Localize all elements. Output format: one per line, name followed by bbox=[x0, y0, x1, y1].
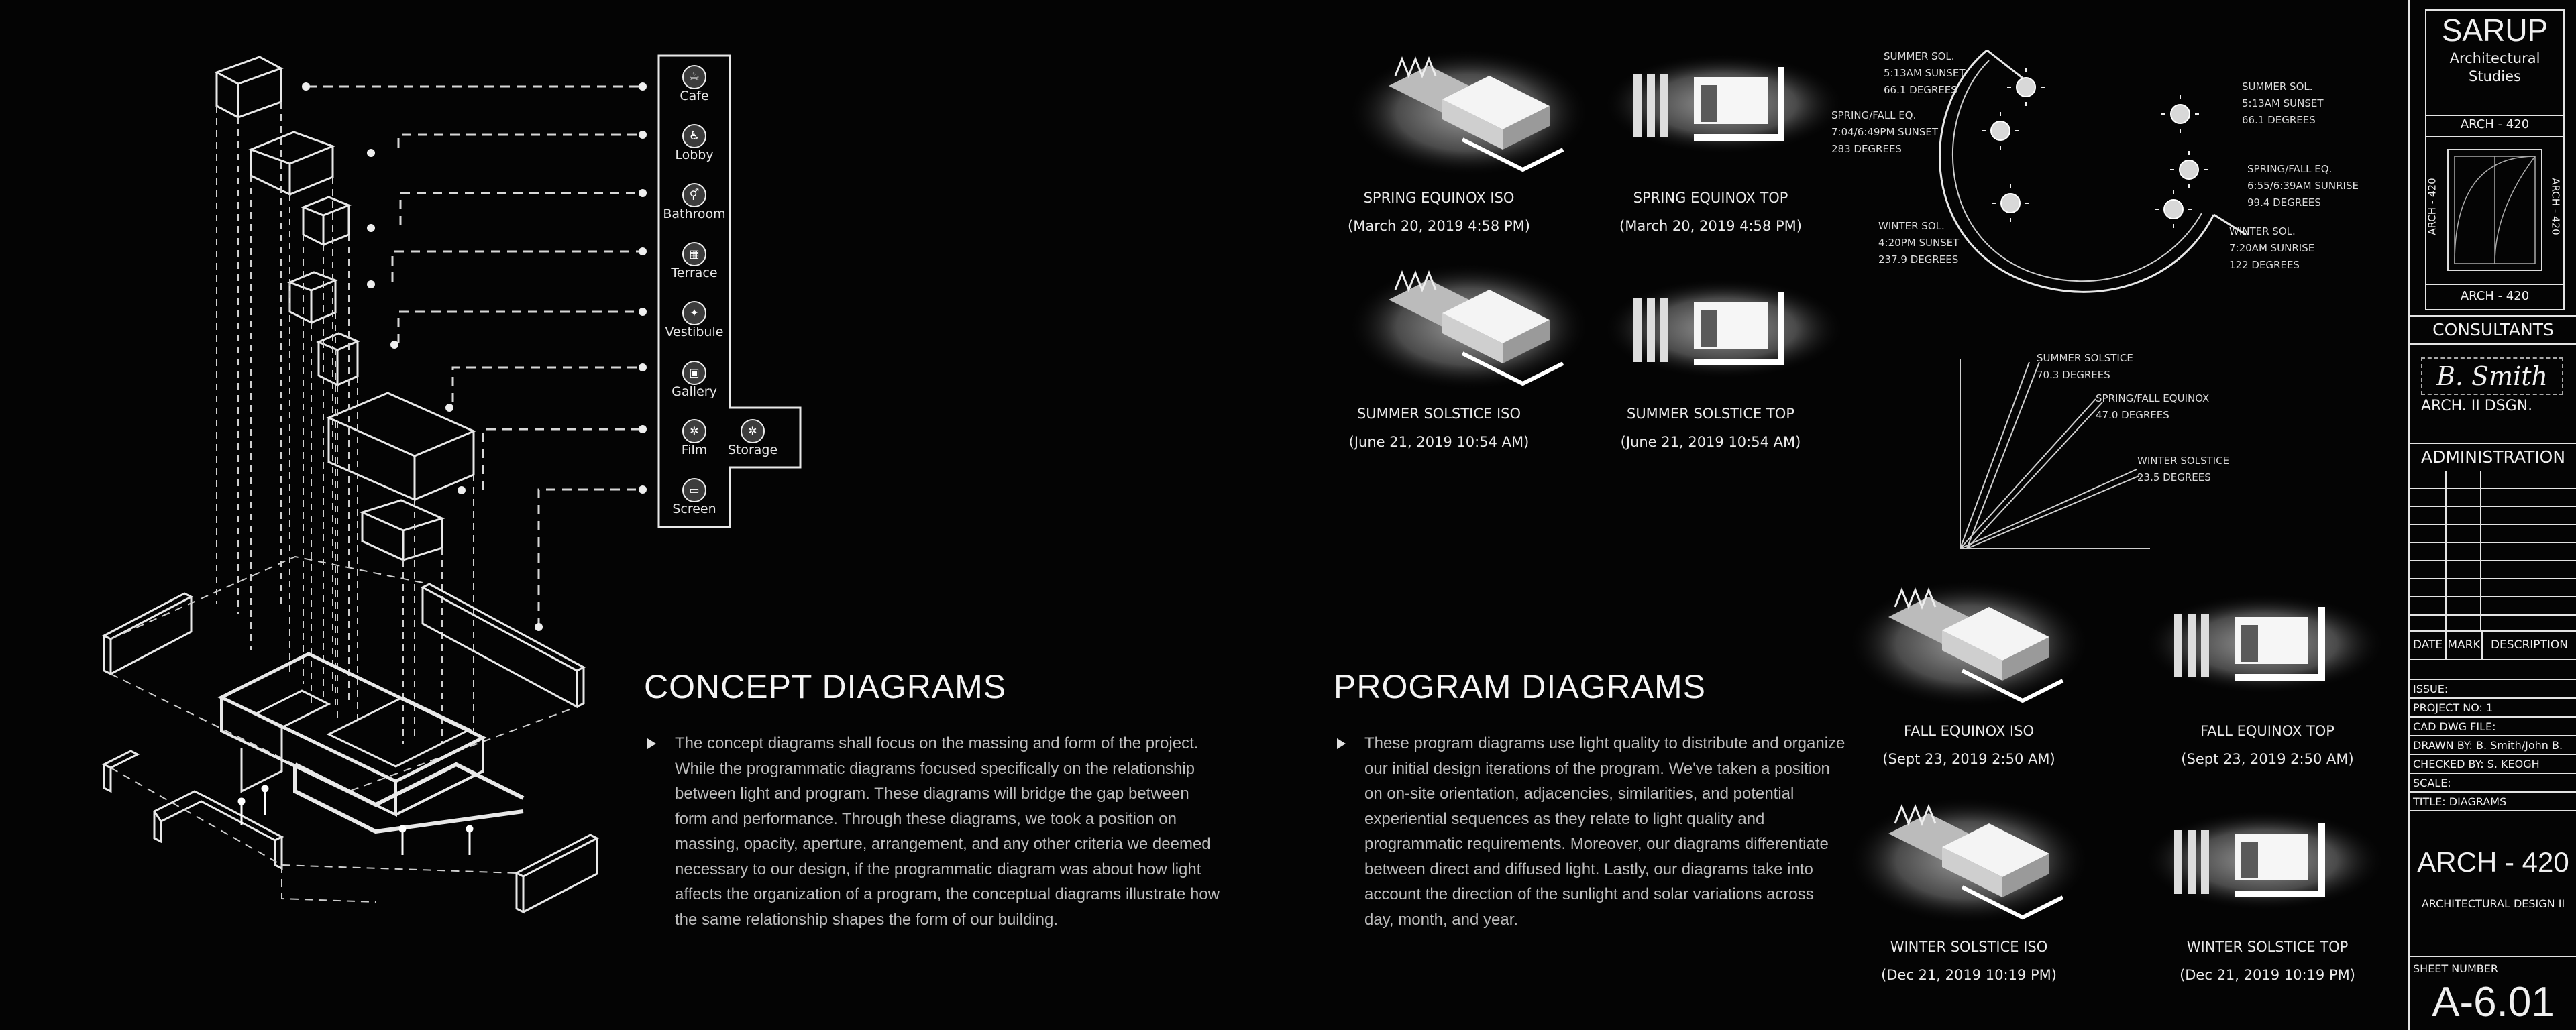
sheet-number: A-6.01 bbox=[2432, 979, 2555, 1025]
firm-box bbox=[2425, 9, 2565, 116]
sunpath-label: WINTER SOL. 4:20PM SUNSET 237.9 DEGREES bbox=[1878, 220, 1960, 266]
admin-col-divider bbox=[2480, 471, 2481, 632]
wheelchair-icon: ♿ bbox=[688, 129, 700, 143]
angle-label: SUMMER SOLSTICE 70.3 DEGREES bbox=[2037, 352, 2133, 381]
info-row: TITLE: DIAGRAMS bbox=[2410, 791, 2576, 811]
study-name: WINTER SOLSTICE TOP bbox=[2186, 939, 2349, 955]
sunpath-label: WINTER SOL. 7:20AM SUNRISE 122 DEGREES bbox=[2229, 225, 2315, 271]
legend-label: Cafe bbox=[680, 89, 709, 103]
concept-title: CONCEPT DIAGRAMS bbox=[644, 668, 1007, 705]
sunpath-label: SUMMER SOL. 5:13AM SUNSET 66.1 DEGREES bbox=[1884, 50, 1966, 96]
study-date: (March 20, 2019 4:58 PM) bbox=[1348, 218, 1530, 234]
angle-label: WINTER SOLSTICE 23.5 DEGREES bbox=[2137, 455, 2230, 483]
course-big: ARCH - 420 bbox=[2417, 846, 2569, 878]
legend-label: Screen bbox=[672, 502, 716, 516]
course-frame bbox=[2425, 113, 2565, 310]
sunpath-label: SPRING/FALL EQ. 7:04/6:49PM SUNSET 283 DEGREES bbox=[1831, 109, 1939, 155]
study-date: (Dec 21, 2019 10:19 PM) bbox=[1881, 967, 2057, 983]
study-name: SPRING EQUINOX ISO bbox=[1363, 190, 1515, 206]
study-date: (Sept 23, 2019 2:50 AM) bbox=[1882, 751, 2055, 767]
legend-label: Film bbox=[681, 443, 708, 457]
study-date: (June 21, 2019 10:54 AM) bbox=[1348, 434, 1529, 450]
angle-label: SPRING/FALL EQUINOX 47.0 DEGREES bbox=[2096, 392, 2210, 421]
study-date: (Dec 21, 2019 10:19 PM) bbox=[2180, 967, 2355, 983]
study-date: (June 21, 2019 10:54 AM) bbox=[1620, 434, 1801, 450]
course-top: ARCH - 420 bbox=[2426, 113, 2563, 137]
sunpath-label: SPRING/FALL EQ. 6:55/6:39AM SUNRISE 99.4 DEGREES bbox=[2247, 163, 2359, 209]
title-block bbox=[2408, 0, 2576, 1030]
consultant-name: B. Smith bbox=[2421, 357, 2563, 395]
course-right: ARCH - 420 bbox=[2549, 178, 2562, 235]
firm-name: SARUP bbox=[2441, 13, 2548, 48]
info-row: ISSUE: bbox=[2410, 679, 2576, 697]
study-name: FALL EQUINOX ISO bbox=[1904, 723, 2034, 739]
administration-header: ADMINISTRATION bbox=[2410, 443, 2576, 472]
restroom-icon: ⚥ bbox=[689, 188, 700, 201]
study-date: (Sept 23, 2019 2:50 AM) bbox=[2181, 751, 2354, 767]
info-row: DRAWN BY: B. Smith/John B. bbox=[2410, 735, 2576, 754]
program-title: PROGRAM DIAGRAMS bbox=[1334, 668, 1706, 705]
info-row: CAD DWG FILE: bbox=[2410, 716, 2576, 735]
firm-sub1: Architectural bbox=[2449, 50, 2540, 66]
study-name: SPRING EQUINOX TOP bbox=[1633, 190, 1788, 206]
admin-columns bbox=[2410, 630, 2576, 660]
terrace-icon: ▦ bbox=[689, 247, 700, 260]
legend-label: Terrace bbox=[671, 266, 718, 280]
study-date: (March 20, 2019 4:58 PM) bbox=[1619, 218, 1802, 234]
info-row: PROJECT NO: 1 bbox=[2410, 697, 2576, 716]
legend-label: Vestibule bbox=[665, 325, 724, 339]
golden-ratio-icon bbox=[2426, 136, 2563, 284]
course-left: ARCH - 420 bbox=[2426, 178, 2438, 235]
film-icon: ✲ bbox=[690, 424, 699, 437]
screen-icon: ▭ bbox=[689, 483, 700, 496]
cup-icon: ☕ bbox=[688, 70, 700, 84]
info-row: SCALE: bbox=[2410, 772, 2576, 791]
consultant-stamp bbox=[2421, 357, 2563, 424]
legend-label: Gallery bbox=[672, 384, 717, 399]
frame-icon: ▣ bbox=[689, 366, 700, 379]
walking-icon: ✦ bbox=[690, 306, 699, 319]
film-icon: ✲ bbox=[748, 424, 757, 437]
study-name: SUMMER SOLSTICE ISO bbox=[1356, 406, 1521, 422]
col-description: DESCRIPTION bbox=[2490, 638, 2569, 652]
legend-label: Bathroom bbox=[663, 207, 726, 221]
admin-grid bbox=[2410, 471, 2576, 632]
consultant-sub: ARCH. II DSGN. bbox=[2421, 398, 2533, 414]
sunpath-label: SUMMER SOL. 5:13AM SUNSET 66.1 DEGREES bbox=[2242, 80, 2324, 126]
study-name: FALL EQUINOX TOP bbox=[2200, 723, 2334, 739]
col-date: DATE bbox=[2410, 632, 2447, 659]
consultants-header: CONSULTANTS bbox=[2410, 315, 2576, 345]
legend-label: Lobby bbox=[675, 148, 714, 162]
info-row: CHECKED BY: S. KEOGH bbox=[2410, 754, 2576, 772]
sheet-label: SHEET NUMBER bbox=[2410, 956, 2576, 981]
course-bottom: ARCH - 420 bbox=[2426, 284, 2563, 308]
study-name: WINTER SOLSTICE ISO bbox=[1890, 939, 2048, 955]
admin-col-divider bbox=[2445, 471, 2447, 632]
study-name: SUMMER SOLSTICE TOP bbox=[1626, 406, 1794, 422]
col-mark: MARK bbox=[2447, 632, 2483, 659]
legend-label: Storage bbox=[727, 443, 778, 457]
course-name: ARCHITECTURAL DESIGN II bbox=[2421, 897, 2565, 910]
firm-sub2: Studies bbox=[2469, 68, 2521, 84]
concept-paragraph: The concept diagrams shall focus on the massing and form of the project. While the programmatic diagrams focused specifically on the relationship between light and program. These diagrams will bridge the gap between form and performance. Through these diagrams, we took a position on massing, opacity, aperture, arrangement, and any other criteria we deemed necessary to our design, if the programmatic diagram was about how light affects the organization of a program, the conceptual diagrams illustrate how the same relationship shapes the form of our building. bbox=[675, 734, 1220, 929]
program-paragraph: These program diagrams use light quality to distribute and organize our initial design iterations of the program. We've taken a position on on-site orientation, adjacencies, similarities, and potential experiential sequences as they relate to light quality and programmatic requirements. Moreover, our diagrams differentiate between direct and diffused light. Lastly, our diagrams take into account the direction of the sunlight and solar variations across day, month, and year. bbox=[1364, 734, 1845, 929]
